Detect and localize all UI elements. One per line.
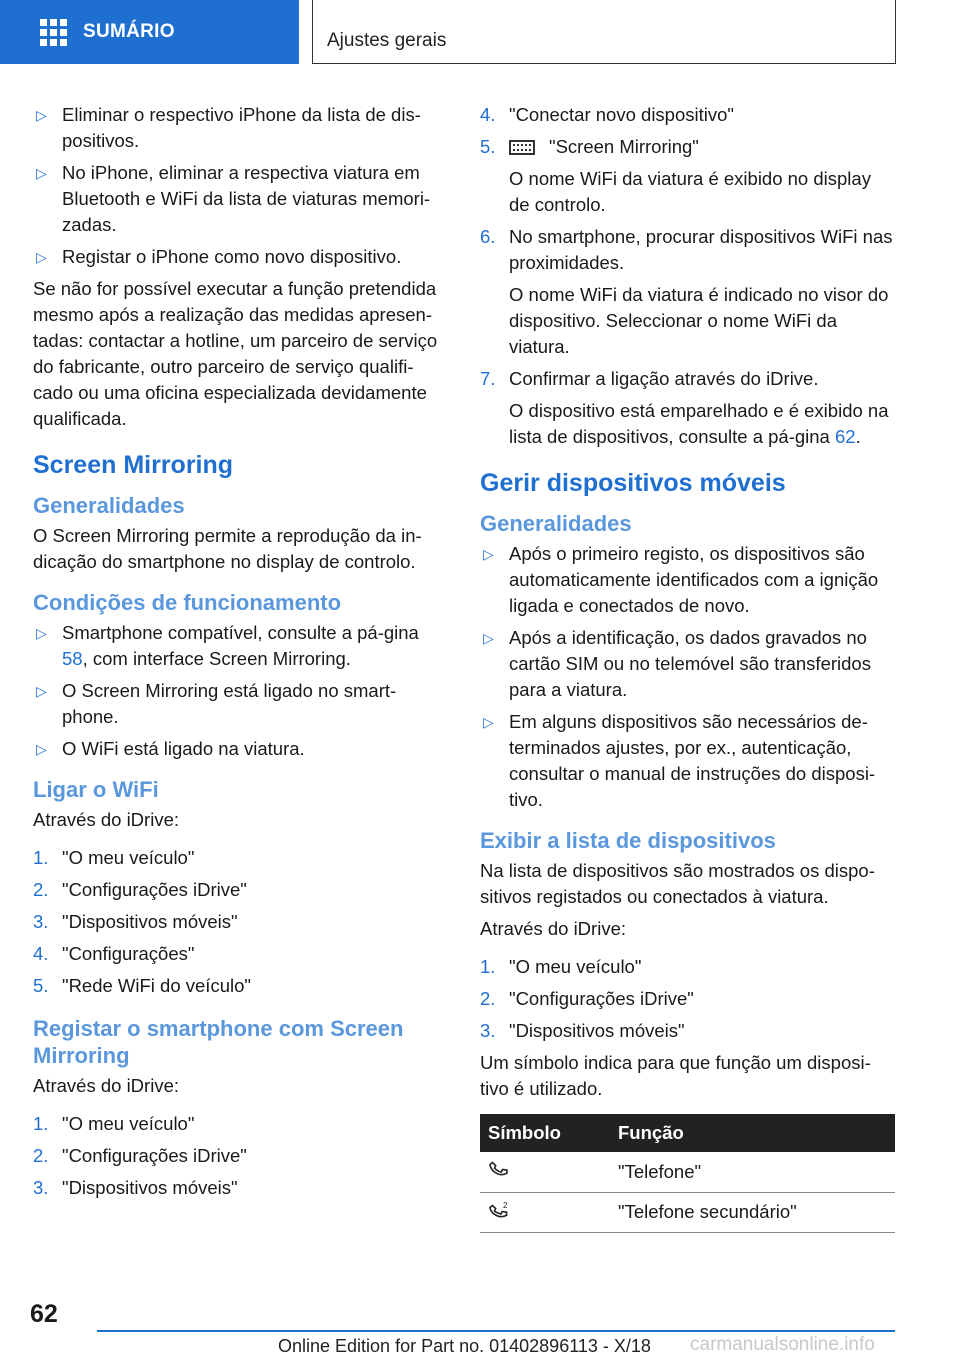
heading-device-list: Exibir a lista de dispositivos [480,828,776,853]
triangle-bullet-icon: ▷ [483,546,494,562]
heading-generalidades: Generalidades [480,511,632,536]
heading-manage-devices: Gerir dispositivos móveis [480,469,786,497]
section-title-box [312,0,896,64]
right-column [480,102,895,1233]
watermark: carmanualsonline.info [690,1334,875,1355]
step-description: O nome WiFi da viatura é indicado no visor do dispositivo. Seleccionar o nome WiFi da viatura. [509,284,889,357]
paragraph: Um símbolo indica para que função um disposi-tivo é utilizado. [480,1052,871,1099]
paragraph: O Screen Mirroring permite a reprodução da in-dicação do smartphone no display de controlo. [33,525,422,572]
list-item: ▷ No iPhone, eliminar a respectiva viatura em Bluetooth e WiFi da lista de viaturas memori-zadas. [33,160,447,238]
table-row [480,1192,895,1232]
footer-edition: Online Edition for Part no. 01402896113 - X/18 [278,1336,651,1356]
paragraph: Na lista de dispositivos são mostrados os dispo-sitivos registados ou conectados à viatura. [480,860,875,907]
paragraph: Se não for possível executar a função pretendida mesmo após a realização das medidas apresen-tadas: contactar a hotline, um parceiro de serviço do fabricante, outro parceiro de serviço qualifi-cado ou uma oficina especializada devidamente qualificada. [33,278,438,429]
heading-register: Registar o smartphone com Screen Mirroring [33,1016,404,1068]
heading-conditions: Condições de funcionamento [33,590,342,615]
list-item: ▷ Após o primeiro registo, os dispositivos são automaticamente identificados com a ignição ligada e conectados de novo. [480,541,895,619]
section-title: Ajustes gerais [327,30,447,51]
list-item: ▷ Registar o iPhone como novo dispositivo. [33,244,447,270]
symbol-table [480,1114,895,1233]
step-description: O nome WiFi da viatura é exibido no display de controlo. [509,168,871,215]
paragraph: Através do iDrive: [480,918,626,939]
screen-mirroring-icon [509,140,535,155]
toc-nav-label: SUMÁRIO [83,21,175,42]
triangle-bullet-icon: ▷ [36,165,47,181]
phone-secondary-icon [488,1200,512,1220]
step-item: 2. "Configurações iDrive" [480,988,694,1009]
list-item: ▷ Eliminar o respectivo iPhone da lista de dis-positivos. [33,102,447,154]
left-column [33,102,447,1207]
function-cell: "Telefone" [610,1152,895,1192]
function-cell: "Telefone secundário" [610,1192,895,1232]
triangle-bullet-icon: ▷ [483,714,494,730]
paragraph: Através do iDrive: [33,809,179,830]
paragraph: Através do iDrive: [33,1075,179,1096]
triangle-bullet-icon: ▷ [483,630,494,646]
step-item: 5. "Screen Mirroring" [480,136,699,157]
page-link-58[interactable]: 58 [62,648,83,669]
list-item: ▷ Em alguns dispositivos são necessários de-terminados ajustes, por ex., autenticação, consultar o manual de instruções do disposi-tivo. [480,709,895,813]
step-item: 6. No smartphone, procurar dispositivos WiFi nas proximidades. [480,226,893,273]
triangle-bullet-icon: ▷ [36,107,47,123]
step-item: 4. "Conectar novo dispositivo" [480,104,734,125]
svg-text:2: 2 [503,1200,508,1210]
list-item: ▷ O Screen Mirroring está ligado no smart-phone. [33,678,447,730]
heading-generalidades: Generalidades [33,493,185,518]
table-row [480,1152,895,1192]
step-item: 3. "Dispositivos móveis" [33,1177,238,1198]
step-item: 4. "Configurações" [33,943,195,964]
triangle-bullet-icon: ▷ [36,741,47,757]
phone-icon [488,1159,508,1179]
toc-nav-button[interactable] [0,0,299,64]
step-item: 2. "Configurações iDrive" [33,1145,247,1166]
step-item: 3. "Dispositivos móveis" [33,911,238,932]
step-item: 1. "O meu veículo" [480,956,642,977]
column-header-symbol: Símbolo [480,1114,610,1152]
page-number: 62 [30,1300,58,1328]
page-link-62[interactable]: 62 [835,426,856,447]
step-item: 2. "Configurações iDrive" [33,879,247,900]
column-header-function: Função [610,1114,895,1152]
step-item: 1. "O meu veículo" [33,847,195,868]
step-item: 3. "Dispositivos móveis" [480,1020,685,1041]
heading-wifi: Ligar o WiFi [33,777,159,802]
table-header-row [480,1114,895,1152]
step-item: 5. "Rede WiFi do veículo" [33,975,251,996]
triangle-bullet-icon: ▷ [36,625,47,641]
grid-menu-icon [40,19,67,46]
footer-divider [97,1330,895,1332]
list-item: ▷ O WiFi está ligado na viatura. [33,736,447,762]
triangle-bullet-icon: ▷ [36,683,47,699]
triangle-bullet-icon: ▷ [36,249,47,265]
list-item: ▷ Smartphone compatível, consulte a pá-gina 58, com interface Screen Mirroring. [33,620,447,672]
step-item: 7. Confirmar a ligação através do iDrive. [480,368,819,389]
list-item: ▷ Após a identificação, os dados gravados no cartão SIM ou no telemóvel são transferidos para a viatura. [480,625,895,703]
step-item: 1. "O meu veículo" [33,1113,195,1134]
step-description: O dispositivo está emparelhado e é exibido na lista de dispositivos, consulte a pá-gina 62. [509,400,889,447]
heading-screen-mirroring: Screen Mirroring [33,451,234,479]
